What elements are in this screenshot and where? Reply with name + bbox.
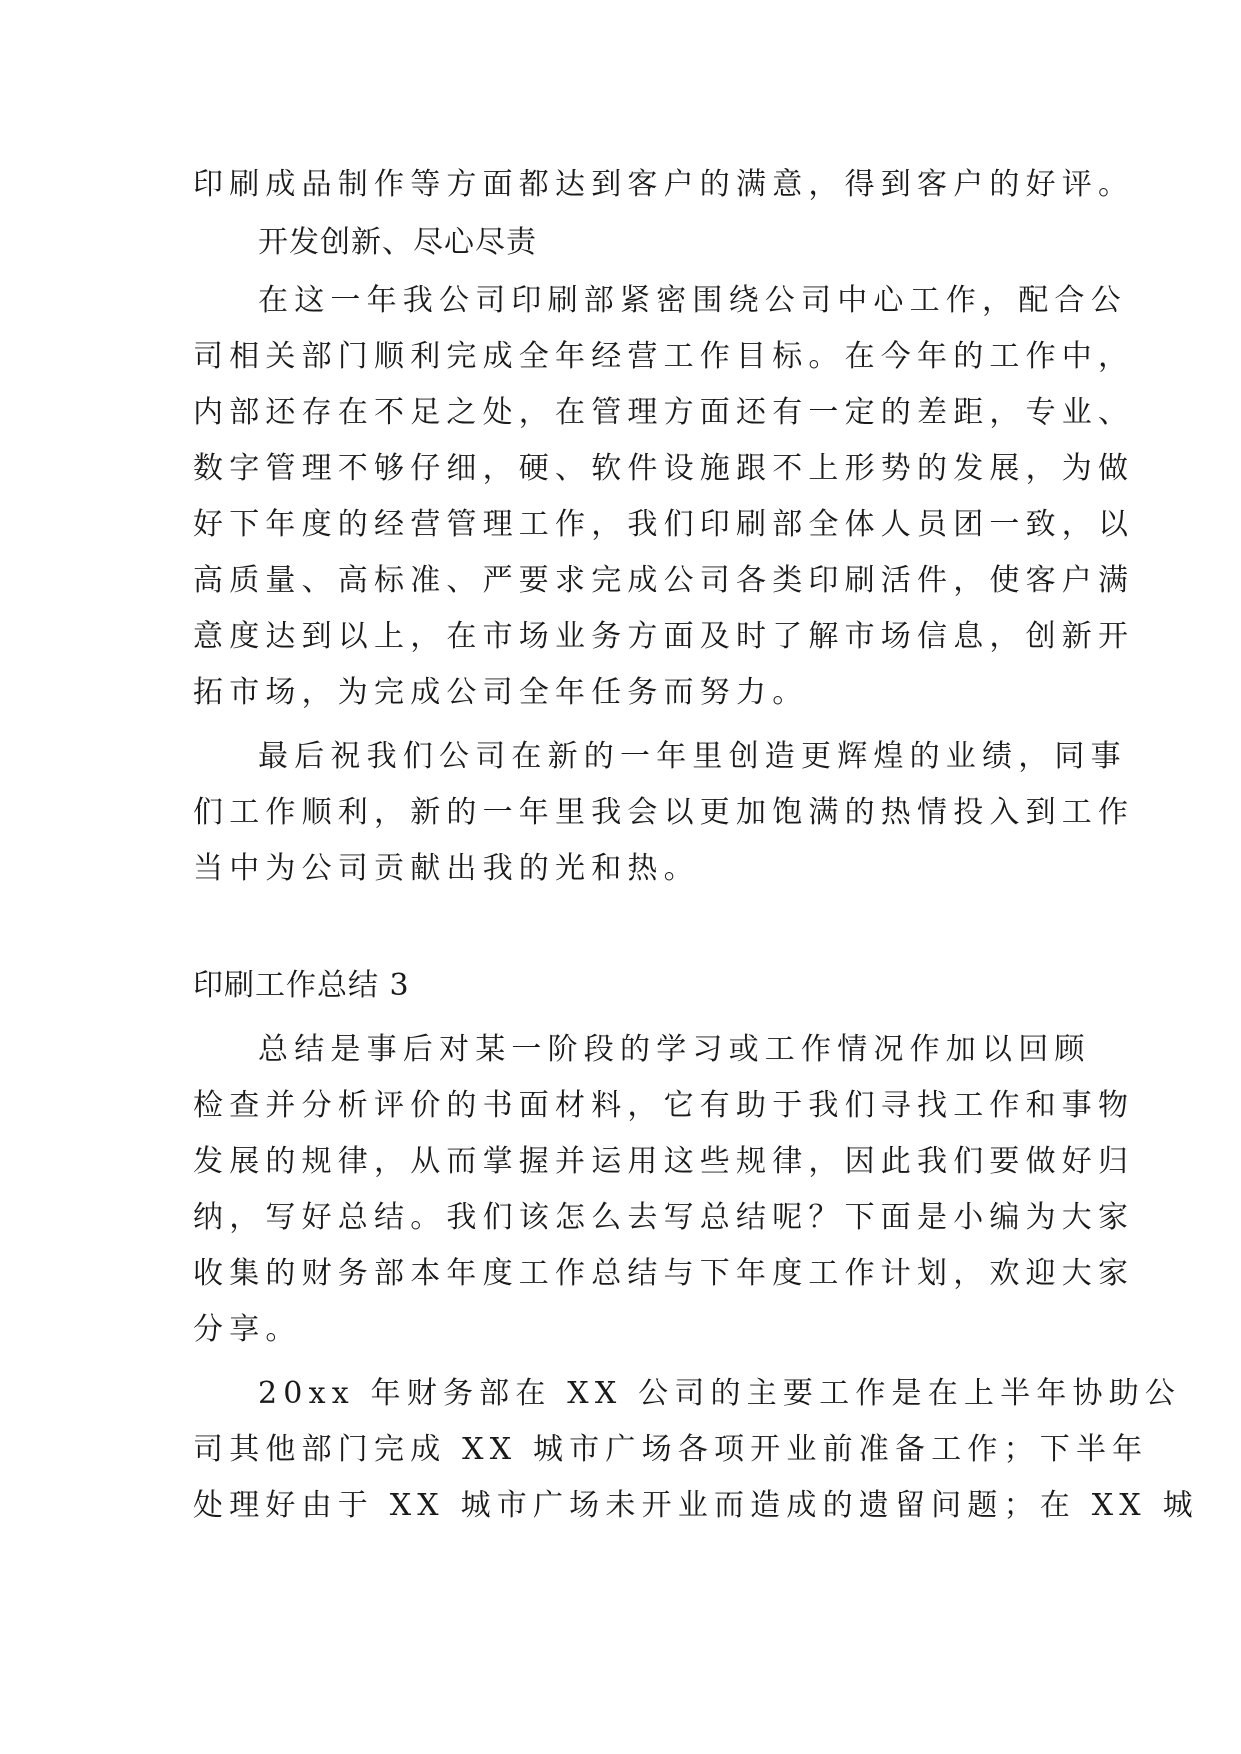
paragraph-line: 好下年度的经营管理工作，我们印刷部全体人员团一致，以: [193, 507, 1135, 542]
paragraph-line: 在这一年我公司印刷部紧密围绕公司中心工作，配合公: [258, 283, 1127, 318]
paragraph-line: 意度达到以上，在市场业务方面及时了解市场信息，创新开: [193, 619, 1135, 654]
paragraph-line: 司其他部门完成 XX 城市广场各项开业前准备工作；下半年: [193, 1432, 1149, 1467]
paragraph-line: 数字管理不够仔细，硬、软件设施跟不上形势的发展，为做: [193, 451, 1135, 486]
paragraph-line: 分享。: [193, 1312, 302, 1347]
paragraph-line: 发展的规律，从而掌握并运用这些规律，因此我们要做好归: [193, 1144, 1135, 1179]
section-heading: 印刷工作总结 3: [193, 968, 410, 1003]
paragraph-line: 最后祝我们公司在新的一年里创造更辉煌的业绩，同事: [258, 739, 1127, 774]
paragraph-line: 印刷成品制作等方面都达到客户的满意，得到客户的好评。: [193, 167, 1135, 202]
paragraph-line: 内部还存在不足之处，在管理方面还有一定的差距，专业、: [193, 395, 1135, 430]
paragraph-line: 总结是事后对某一阶段的学习或工作情况作加以回顾: [258, 1032, 1091, 1067]
paragraph-line: 收集的财务部本年度工作总结与下年度工作计划，欢迎大家: [193, 1256, 1135, 1291]
paragraph-line: 纳，写好总结。我们该怎么去写总结呢？下面是小编为大家: [193, 1200, 1135, 1235]
section-subheading: 开发创新、尽心尽责: [258, 225, 537, 260]
paragraph-line: 当中为公司贡献出我的光和热。: [193, 851, 700, 886]
paragraph-line: 检查并分析评价的书面材料，它有助于我们寻找工作和事物: [193, 1088, 1135, 1123]
paragraph-line: 们工作顺利，新的一年里我会以更加饱满的热情投入到工作: [193, 795, 1135, 830]
paragraph-line: 高质量、高标准、严要求完成公司各类印刷活件，使客户满: [193, 563, 1135, 598]
paragraph-line: 拓市场，为完成公司全年任务而努力。: [193, 675, 809, 710]
paragraph-line: 处理好由于 XX 城市广场未开业而造成的遗留问题；在 XX 城: [193, 1488, 1199, 1523]
paragraph-line: 司相关部门顺利完成全年经营工作目标。在今年的工作中，: [193, 339, 1135, 374]
paragraph-line: 20xx 年财务部在 XX 公司的主要工作是在上半年协助公: [258, 1376, 1182, 1411]
